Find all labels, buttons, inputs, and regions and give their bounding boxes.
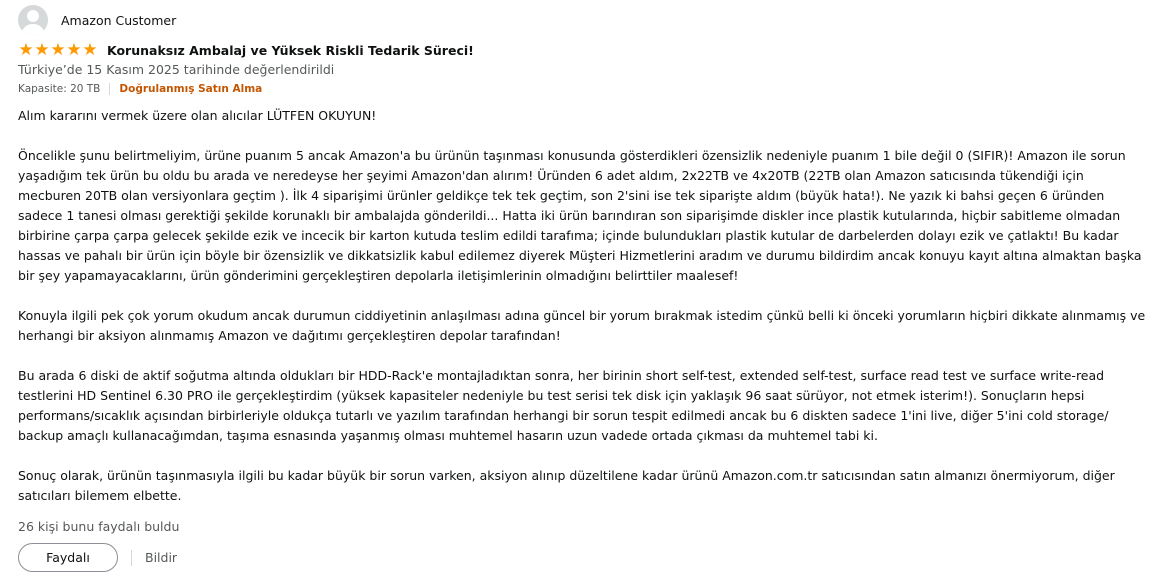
review-meta xyxy=(18,81,1148,97)
reviewer-name[interactable]: Amazon Customer xyxy=(61,12,177,28)
meta-divider xyxy=(109,83,110,95)
star-filled-icon: ★ xyxy=(34,39,50,60)
star-rating[interactable] xyxy=(18,39,98,60)
review-date: Türkiye’de 15 Kasım 2025 tarihinde değerlendirildi xyxy=(18,62,335,77)
star-filled-icon: ★ xyxy=(50,39,66,60)
review-title[interactable]: Korunaksız Ambalaj ve Yüksek Riskli Tedarik Süreci! xyxy=(107,42,474,58)
star-filled-icon: ★ xyxy=(66,39,82,60)
helpful-button[interactable]: Faydalı xyxy=(18,543,118,572)
customer-review xyxy=(18,4,1148,572)
review-title-row xyxy=(18,41,1148,59)
verified-purchase-badge: Doğrulanmış Satın Alma xyxy=(119,83,263,95)
variant-attribute[interactable]: Kapasite: 20 TB xyxy=(18,83,101,95)
user-avatar-icon xyxy=(18,5,48,35)
helpful-count: 26 kişi bunu faydalı buldu xyxy=(18,519,180,534)
action-divider xyxy=(131,550,132,566)
star-filled-icon: ★ xyxy=(82,39,98,60)
report-link[interactable]: Bildir xyxy=(145,550,178,565)
review-actions xyxy=(18,543,1148,572)
reviewer-profile[interactable] xyxy=(18,4,1148,36)
star-filled-icon: ★ xyxy=(18,39,34,60)
review-body: Alım kararını vermek üzere olan alıcılar LÜTFEN OKUYUN! Öncelikle şunu belirtmeliyim, ürüne puanım 5 ancak Amazon'a bu ürünün taşınması konusunda gösterdikleri özensizlik nedeniyle puanım 1 bile değil 0 (SIFIR)! Amazon ile sorun yaşadığım tek ürün bu oldu bu arada ve neredeyse her şeyimi Amazon'dan alırım! Üründen 6 adet aldım, 2x22TB ve 4x20TB (22TB olan Amazon satıcısında tükendiği için mecburen 20TB olan versiyonlara geçtim ). İlk 4 siparişimi ürünler geldikçe tek tek geçtim, son 2'sini ise tek siparişte aldım (büyük hata!). Ne yazık ki bahsi geçen 6 üründen sadece 1 tanesi olması gerektiği şekilde korunaklı bir ambalajda gönderildi... Hatta iki ürün barındıran son siparişimde diskler ince plastik kutularında, hiçbir sabitleme olmadan birbirine çarpa çarpa gelecek şekilde ezik ve incecik bir karton kutuda teslim edildi tarafıma; içinde bulundukları plastik kutular de darbelerden dolayı ezik ve çatlaktı! Bu kadar hassas ve pahalı bir ürün için böyle bir özensizlik ve dikkatsizlik kabul edilemez diyerek Müşteri Hizmetlerini aradım ve durumu bildirdim ancak konuyu kayıt altına almaktan başka bir şey yapamayacaklarını, ürün gönderimini gerçekleştiren depolarla iletişimlerinin olmadığını belirttiler maalesef! Konuyla ilgili pek çok yorum okudum ancak durumun ciddiyetinin anlaşılması adına güncel bir yorum bırakmak istedim çünkü belli ki önceki yorumların hiçbiri dikkate alınmamış ve herhangi bir aksiyon alınmamış Amazon ve dağıtımı gerçekleştiren depolar tarafından! Bu arada 6 diski de aktif soğutma altında oldukları bir HDD-Rack'e montajladıktan sonra, her birinin short self-test, extended self-test, surface read test ve surface write-read testlerini HD Sentinel 6.30 PRO ile gerçekleştirdim (yüksek kapasiteler nedeniyle bu test serisi tek disk için yaklaşık 96 saat sürüyor, not etmek isterim!). Sonuçların hepsi performans/sıcaklık açısından birbirleriyle oldukça tutarlı ve yazılım tarafından herhangi bir sorun tespit edilmedi ancak bu 6 diskten sadece 1'ini live, diğer 5'ini cold storage/ backup amaçlı kullanacağımdan, taşıma esnasında yaşanmış olması muhtemel hasarın uzun vadede ortada çıkması da muhtemel tabi ki. Sonuç olarak, ürünün taşınmasıyla ilgili bu kadar büyük bir sorun varken, aksiyon alınıp düzeltilene kadar ürünü Amazon.com.tr satıcısından satın almanızı önermiyorum, diğer satıcıları bilemem elbette. xyxy=(18,108,1146,503)
